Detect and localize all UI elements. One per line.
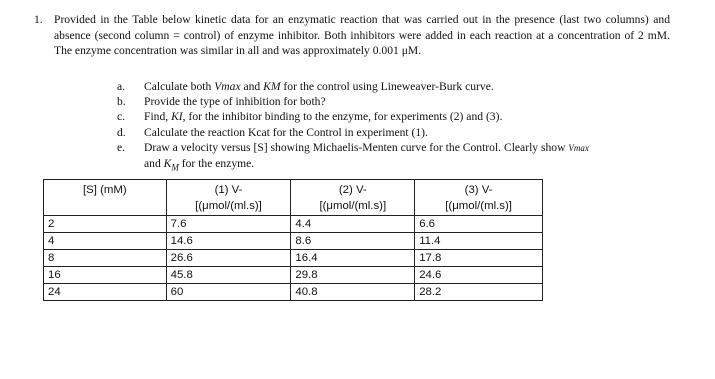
kinetics-table: [43, 179, 543, 301]
subquestion-letter: a.: [117, 80, 126, 93]
subquestion-e: [117, 140, 667, 176]
subquestion-text: and: [240, 80, 264, 93]
km-term: KM: [263, 80, 281, 93]
header-label: (2) V-: [338, 184, 367, 196]
cell-substrate: 24: [44, 284, 167, 301]
cell-inhibitor-2: 40.8: [291, 284, 415, 301]
table-header-row: [44, 180, 543, 216]
subquestion-text: , for the inhibitor binding to the enzyme, for experiments (2) and (3).: [182, 110, 503, 124]
subquestion-text: for the enzyme.: [178, 157, 255, 171]
header-label: (3) V-: [464, 184, 493, 196]
cell-inhibitor-2: 4.4: [291, 216, 415, 233]
vmax-term: Vmax: [568, 142, 589, 153]
cell-substrate: 8: [44, 250, 167, 267]
subquestion-text: and: [144, 157, 164, 171]
header-label: [S] (mM): [82, 184, 127, 196]
question-number: 1.: [34, 13, 43, 26]
header-inhibitor-2: [291, 180, 415, 216]
subquestion-a: [117, 79, 667, 94]
subquestion-text: for the control using Lineweaver-Burk curve.: [280, 80, 494, 93]
subquestion-list: [117, 79, 667, 176]
km-term: K: [163, 157, 172, 171]
subquestion-letter: b.: [117, 95, 126, 109]
km-subscript: M: [171, 162, 179, 173]
ki-term: KI: [171, 110, 183, 124]
cell-inhibitor-2: 8.6: [291, 233, 415, 250]
cell-control: 14.6: [166, 233, 291, 250]
table-row: [44, 233, 543, 250]
subquestion-letter: c.: [117, 110, 126, 124]
subquestion-text: Provide the type of inhibition for both?: [144, 95, 326, 109]
question-block: [34, 12, 670, 59]
cell-substrate: 4: [44, 233, 167, 250]
header-substrate: [44, 180, 167, 216]
cell-control: 26.6: [166, 250, 291, 267]
header-unit: [(μmol/(ml.s)]: [319, 199, 387, 212]
subquestion-b: [117, 94, 667, 109]
subquestion-letter: d.: [117, 125, 126, 139]
subquestion-text: Find,: [144, 110, 172, 124]
header-label: (1) V-: [214, 184, 243, 196]
header-control: [166, 180, 291, 216]
cell-inhibitor-3: 17.8: [415, 250, 543, 267]
question-stem: [34, 12, 670, 59]
table-row: [44, 284, 543, 301]
cell-inhibitor-3: 11.4: [415, 233, 543, 250]
vmax-term: Vmax: [214, 80, 241, 93]
cell-control: 7.6: [166, 216, 291, 233]
header-inhibitor-3: [415, 180, 543, 216]
subquestion-letter: e.: [117, 140, 126, 154]
cell-inhibitor-3: 28.2: [415, 284, 543, 301]
header-unit: [(μmol/(ml.s)]: [445, 199, 512, 212]
subquestion-text: Calculate the reaction Kcat for the Control in experiment (1).: [144, 125, 428, 139]
question-text: Provided in the Table below kinetic data for an enzymatic reaction that was carried out in the presence (last two columns) and absence (second column = control) of enzyme inhibitor. Both inhibitors were added in each reaction at a concentration of 2 mM. The enzyme concentration was similar in all and was approximately 0.001 μM.: [54, 13, 670, 57]
cell-inhibitor-3: 6.6: [415, 216, 543, 233]
cell-substrate: 2: [44, 216, 167, 233]
cell-inhibitor-3: 24.6: [415, 267, 543, 284]
subquestion-c: [117, 109, 667, 124]
table-row: [44, 250, 543, 267]
cell-control: 60: [166, 284, 291, 301]
header-unit: [(μmol/(ml.s)]: [195, 199, 262, 212]
subquestion-text: Draw a velocity versus [S] showing Michaelis-Menten curve for the Control. Clearly show: [144, 140, 569, 154]
subquestion-text: Calculate both: [144, 80, 215, 93]
subquestion-d: [117, 125, 667, 140]
table-row: [44, 267, 543, 284]
cell-inhibitor-2: 16.4: [291, 250, 415, 267]
table-row: [44, 216, 543, 233]
cell-inhibitor-2: 29.8: [291, 267, 415, 284]
cell-control: 45.8: [166, 267, 291, 284]
cell-substrate: 16: [44, 267, 167, 284]
